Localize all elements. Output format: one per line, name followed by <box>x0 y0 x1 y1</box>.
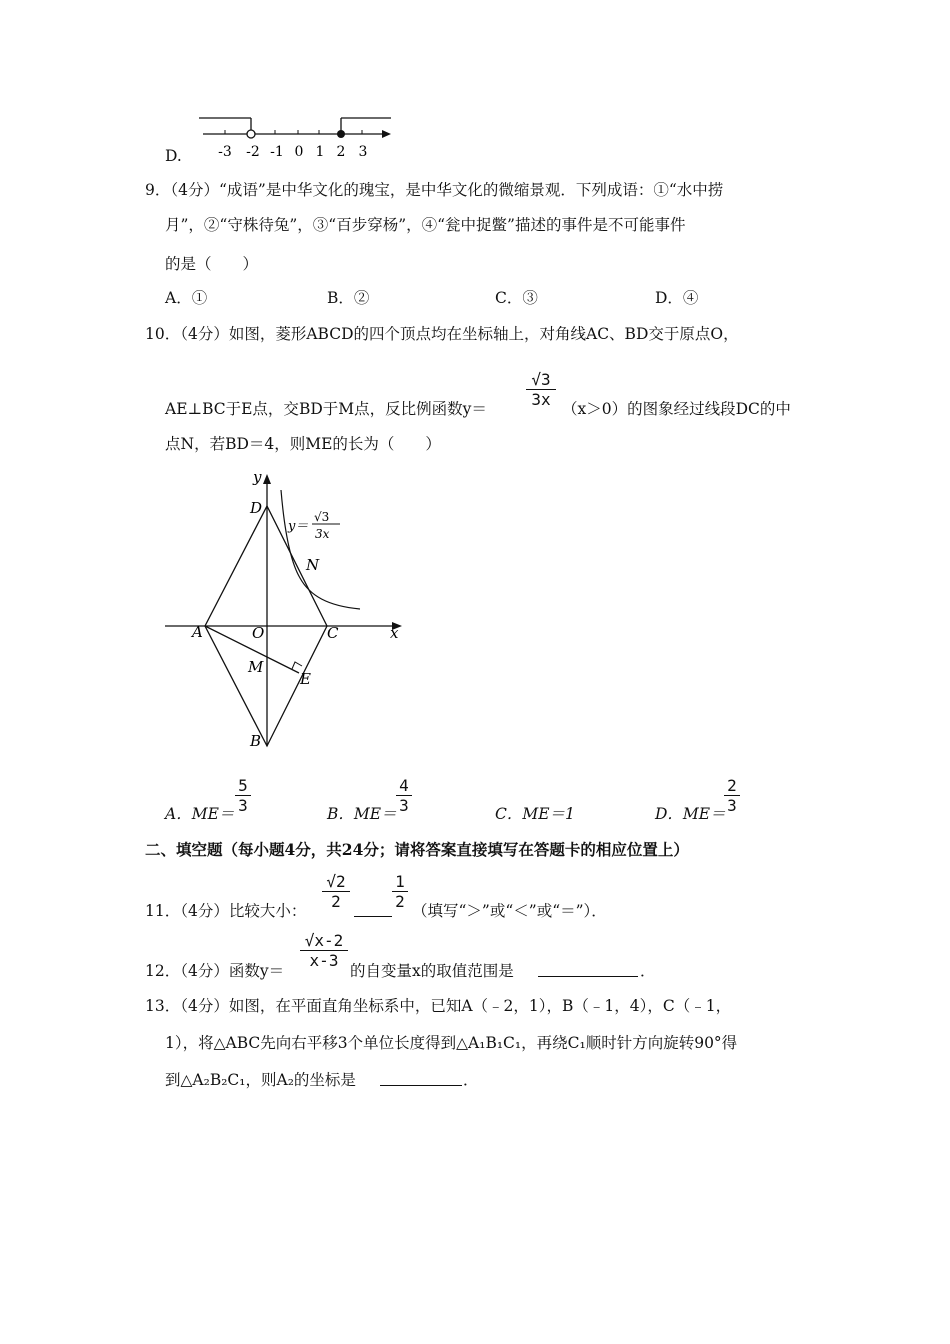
fraction-numerator: √3 <box>531 370 551 389</box>
q10-rhombus-figure <box>160 466 410 756</box>
q9-option-d: D．④ <box>655 289 699 307</box>
q13-line3: 到△A₂B₂C₁，则A₂的坐标是 <box>165 1071 356 1089</box>
tick-label: 3 <box>358 144 368 160</box>
q9-line2: 月”，②“守株待兔”，③“百步穿杨”，④“瓮中捉鳖”描述的事件是不可能事件 <box>165 216 686 234</box>
q12-suffix: 的自变量x的取值范围是 <box>350 962 514 980</box>
q12-function-fraction: √x-2 x-3 <box>300 932 348 969</box>
q10-line2-b: （x＞0）的图象经过线段DC的中 <box>562 400 791 418</box>
q10-option-c: C．ME＝1 <box>495 805 575 823</box>
fraction-denominator: 3x <box>531 390 551 409</box>
q10-option-a: A．ME＝ <box>165 805 235 823</box>
tick-label: -2 <box>246 144 260 160</box>
function-label-prefix: y＝ <box>288 519 309 534</box>
label-b: B <box>250 732 262 750</box>
q10-function-fraction <box>526 371 556 408</box>
label-e: E <box>300 670 311 688</box>
label-c: C <box>327 624 339 642</box>
label-n: N <box>306 556 320 574</box>
q12-answer-blank[interactable] <box>538 960 638 977</box>
label-o: O <box>252 624 265 642</box>
q10-option-b: B．ME＝ <box>327 805 397 823</box>
q13-answer-blank[interactable] <box>380 1069 462 1086</box>
q8-option-d-label: D. <box>165 147 182 165</box>
q13-line2: 1），将△ABC先向右平移3个单位长度得到△A₁B₁C₁，再绕C₁顺时针方向旋转90°得 <box>165 1034 738 1052</box>
q10-option-d: D．ME＝ <box>655 805 726 823</box>
tick-label: -3 <box>218 144 232 160</box>
q9-option-c: C．③ <box>495 289 538 307</box>
tick-label: -1 <box>270 144 284 160</box>
label-x: x <box>390 624 399 642</box>
q10-option-d-fraction: 2 3 <box>724 777 740 814</box>
q10-line3: 点N，若BD＝4，则ME的长为（ ） <box>165 435 441 453</box>
function-label-denominator: 3x <box>315 527 330 541</box>
q13-line1: 13．（4分）如图，在平面直角坐标系中，已知A（﹣2，1），B（﹣1，4），C（﹣1， <box>145 997 732 1015</box>
q11-fraction-1: √2 2 <box>322 873 350 910</box>
q10-line2-a: AE⊥BC于E点，交BD于M点，反比例函数y＝ <box>165 400 487 418</box>
q9-option-b: B．② <box>327 289 370 307</box>
label-y: y <box>253 468 262 486</box>
q9-line3: 的是（ ） <box>165 255 259 273</box>
q10-option-a-fraction: 5 3 <box>235 777 251 814</box>
q11-prefix: 11．（4分）比较大小： <box>145 902 307 920</box>
q11-fraction-2: 1 2 <box>392 873 408 910</box>
function-label-numerator: √3 <box>314 510 330 524</box>
tick-label: 0 <box>294 144 304 160</box>
q10-option-b-fraction: 4 3 <box>396 777 412 814</box>
q8-number-line-figure <box>195 112 400 162</box>
label-d: D <box>250 499 263 517</box>
q11-answer-blank[interactable] <box>354 900 392 917</box>
q10-line1: 10．（4分）如图，菱形ABCD的四个顶点均在坐标轴上，对角线AC、BD交于原点O， <box>145 325 739 343</box>
q13-end: ． <box>463 1071 479 1089</box>
q12-prefix: 12．（4分）函数y＝ <box>145 962 285 980</box>
q9-option-a: A．① <box>165 289 208 307</box>
label-m: M <box>248 658 264 676</box>
section2-heading: 二、填空题（每小题4分，共24分；请将答案直接填写在答题卡的相应位置上） <box>145 840 689 859</box>
tick-label: 1 <box>315 144 325 160</box>
label-a: A <box>192 623 203 641</box>
q9-line1: 9．（4分）“成语”是中华文化的瑰宝，是中华文化的微缩景观．下列成语：①“水中捞 <box>145 181 724 199</box>
q11-suffix: （填写“＞”或“＜”或“＝”）． <box>412 902 607 920</box>
tick-label: 2 <box>336 144 346 160</box>
q12-end: ． <box>640 962 656 980</box>
